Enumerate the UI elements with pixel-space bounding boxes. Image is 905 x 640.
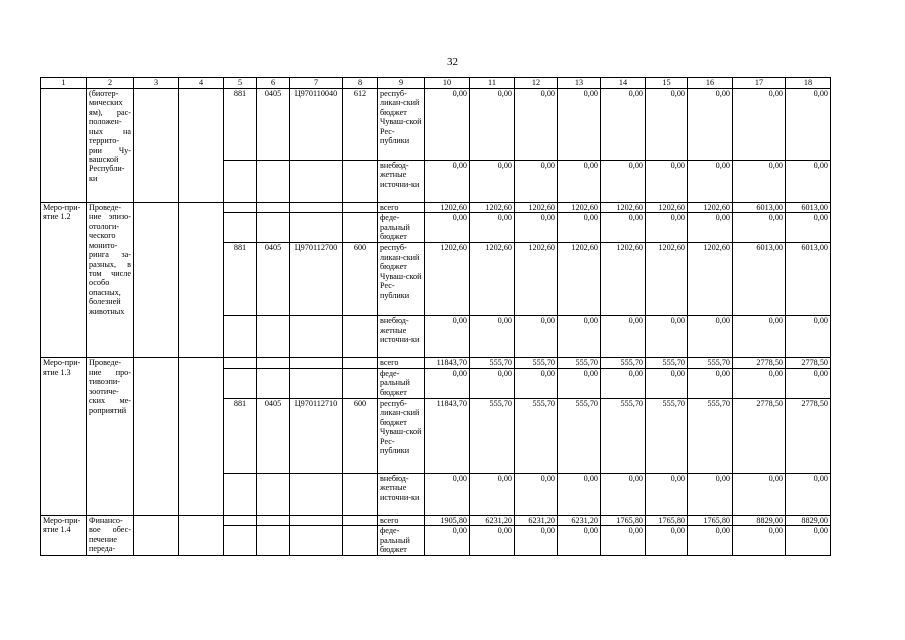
value-cell: 555,70: [688, 398, 733, 473]
value-cell: 0,00: [733, 526, 786, 556]
value-cell: 1202,60: [646, 203, 688, 213]
value-cell: 1202,60: [425, 243, 470, 316]
value-cell: 0,00: [425, 526, 470, 556]
event-number-cell: Меро-при-ятие 1.3: [41, 358, 87, 515]
value-cell: 1202,60: [646, 243, 688, 316]
vr-cell: [343, 161, 378, 203]
source-cell: всего: [378, 515, 425, 525]
event-name-cell: Проведе-ние про-тивоэпи-зоотиче-ских ме-роприятий: [87, 358, 134, 515]
value-cell: 0,00: [515, 89, 558, 161]
header-cell: 18: [786, 78, 831, 89]
rzpr-cell: [257, 515, 290, 525]
csr-cell: [290, 161, 343, 203]
blank-cell: [134, 203, 179, 358]
value-cell: 555,70: [515, 398, 558, 473]
grbs-cell: [224, 515, 257, 525]
grbs-cell: [224, 526, 257, 556]
vr-cell: 600: [343, 243, 378, 316]
grbs-cell: [224, 316, 257, 358]
event-number-cell: Меро-при-ятие 1.2: [41, 203, 87, 358]
vr-cell: [343, 358, 378, 368]
value-cell: 0,00: [558, 161, 601, 203]
rzpr-cell: [257, 473, 290, 515]
value-cell: 2778,50: [786, 398, 831, 473]
value-cell: 0,00: [786, 161, 831, 203]
value-cell: 0,00: [470, 161, 515, 203]
table-row: [41, 515, 831, 525]
value-cell: 0,00: [558, 473, 601, 515]
value-cell: 0,00: [688, 89, 733, 161]
vr-cell: [343, 515, 378, 525]
rzpr-cell: [257, 203, 290, 213]
value-cell: 555,70: [601, 358, 646, 368]
event-name-cell: (биотер-мических ям), рас-положен-ных на террито-рии Чу-вашской Республи-ки: [87, 89, 134, 203]
grbs-cell: 881: [224, 243, 257, 316]
event-number-cell: Меро-при-ятие 1.4: [41, 515, 87, 555]
value-cell: 0,00: [515, 161, 558, 203]
grbs-cell: [224, 213, 257, 243]
value-cell: 555,70: [515, 358, 558, 368]
vr-cell: [343, 368, 378, 398]
value-cell: 0,00: [733, 473, 786, 515]
blank-cell: [179, 89, 224, 203]
rzpr-cell: 0405: [257, 243, 290, 316]
value-cell: 0,00: [470, 368, 515, 398]
value-cell: 0,00: [515, 316, 558, 358]
value-cell: 0,00: [601, 213, 646, 243]
value-cell: 0,00: [733, 89, 786, 161]
grbs-cell: [224, 358, 257, 368]
vr-cell: 600: [343, 398, 378, 473]
rzpr-cell: 0405: [257, 89, 290, 161]
csr-cell: [290, 473, 343, 515]
value-cell: 6231,20: [470, 515, 515, 525]
value-cell: 0,00: [646, 89, 688, 161]
csr-cell: Ц970112700: [290, 243, 343, 316]
value-cell: 0,00: [688, 213, 733, 243]
source-cell: внебюд-жетные источни-ки: [378, 473, 425, 515]
rzpr-cell: [257, 368, 290, 398]
rzpr-cell: 0405: [257, 398, 290, 473]
source-cell: феде-ральный бюджет: [378, 526, 425, 556]
value-cell: 0,00: [601, 161, 646, 203]
grbs-cell: 881: [224, 398, 257, 473]
rzpr-cell: [257, 161, 290, 203]
value-cell: 0,00: [646, 473, 688, 515]
csr-cell: [290, 358, 343, 368]
value-cell: 0,00: [558, 368, 601, 398]
grbs-cell: [224, 368, 257, 398]
value-cell: 0,00: [470, 316, 515, 358]
header-cell: 17: [733, 78, 786, 89]
csr-cell: [290, 203, 343, 213]
value-cell: 1765,80: [688, 515, 733, 525]
value-cell: 0,00: [601, 316, 646, 358]
header-cell: 8: [343, 78, 378, 89]
value-cell: 0,00: [601, 89, 646, 161]
value-cell: 555,70: [470, 358, 515, 368]
value-cell: 1202,60: [558, 203, 601, 213]
value-cell: 0,00: [646, 368, 688, 398]
value-cell: 0,00: [515, 213, 558, 243]
value-cell: 555,70: [558, 398, 601, 473]
value-cell: 0,00: [733, 161, 786, 203]
source-cell: феде-ральный бюджет: [378, 213, 425, 243]
vr-cell: [343, 316, 378, 358]
vr-cell: [343, 473, 378, 515]
header-cell: 12: [515, 78, 558, 89]
value-cell: 0,00: [470, 473, 515, 515]
header-cell: 13: [558, 78, 601, 89]
header-cell: 6: [257, 78, 290, 89]
value-cell: 0,00: [688, 161, 733, 203]
value-cell: 0,00: [646, 316, 688, 358]
rzpr-cell: [257, 526, 290, 556]
value-cell: 11843,70: [425, 358, 470, 368]
csr-cell: [290, 316, 343, 358]
source-cell: респуб-ликан-ский бюджет Чуваш-ской Рес-публики: [378, 398, 425, 473]
source-cell: феде-ральный бюджет: [378, 368, 425, 398]
header-cell: 11: [470, 78, 515, 89]
value-cell: 0,00: [601, 473, 646, 515]
value-cell: 1202,60: [515, 203, 558, 213]
event-number-cell: [41, 89, 87, 203]
value-cell: 0,00: [601, 368, 646, 398]
value-cell: 0,00: [425, 161, 470, 203]
value-cell: 1202,60: [688, 243, 733, 316]
value-cell: 2778,50: [733, 358, 786, 368]
vr-cell: [343, 213, 378, 243]
value-cell: 1202,60: [688, 203, 733, 213]
value-cell: 0,00: [646, 213, 688, 243]
csr-cell: [290, 515, 343, 525]
value-cell: 0,00: [425, 213, 470, 243]
source-cell: респуб-ликан-ский бюджет Чуваш-ской Рес-публики: [378, 243, 425, 316]
value-cell: 0,00: [425, 473, 470, 515]
csr-cell: Ц970112710: [290, 398, 343, 473]
table-row: [41, 89, 831, 161]
header-cell: 7: [290, 78, 343, 89]
grbs-cell: [224, 203, 257, 213]
value-cell: 0,00: [425, 89, 470, 161]
source-cell: респуб-ликан-ский бюджет Чуваш-ской Рес-публики: [378, 89, 425, 161]
value-cell: 0,00: [558, 316, 601, 358]
value-cell: 1202,60: [558, 243, 601, 316]
value-cell: 0,00: [515, 526, 558, 556]
header-cell: 9: [378, 78, 425, 89]
grbs-cell: [224, 161, 257, 203]
rzpr-cell: [257, 316, 290, 358]
value-cell: 555,70: [558, 358, 601, 368]
vr-cell: [343, 526, 378, 556]
header-cell: 2: [87, 78, 134, 89]
value-cell: 0,00: [425, 316, 470, 358]
blank-cell: [134, 358, 179, 515]
value-cell: 6013,00: [786, 243, 831, 316]
value-cell: 0,00: [515, 368, 558, 398]
value-cell: 1765,80: [646, 515, 688, 525]
event-name-cell: Финансо-вое обес-печение переда-: [87, 515, 134, 555]
value-cell: 0,00: [470, 213, 515, 243]
blank-cell: [179, 515, 224, 555]
value-cell: 555,70: [646, 398, 688, 473]
value-cell: 8829,00: [733, 515, 786, 525]
value-cell: 6231,20: [558, 515, 601, 525]
csr-cell: [290, 526, 343, 556]
value-cell: 6013,00: [733, 203, 786, 213]
value-cell: 1202,60: [470, 203, 515, 213]
csr-cell: [290, 213, 343, 243]
value-cell: 1202,60: [601, 203, 646, 213]
blank-cell: [134, 515, 179, 555]
value-cell: 2778,50: [733, 398, 786, 473]
vr-cell: [343, 203, 378, 213]
value-cell: 1202,60: [425, 203, 470, 213]
header-cell: 15: [646, 78, 688, 89]
csr-cell: Ц970110040: [290, 89, 343, 161]
value-cell: 0,00: [786, 526, 831, 556]
value-cell: 555,70: [646, 358, 688, 368]
value-cell: 0,00: [786, 473, 831, 515]
value-cell: 0,00: [470, 89, 515, 161]
value-cell: 1905,80: [425, 515, 470, 525]
event-name-cell: Проведе-ние эпизо-отологи-ческого монито-ринга за-разных, в том числе особо опасных, болезней животных: [87, 203, 134, 358]
value-cell: 1202,60: [601, 243, 646, 316]
rzpr-cell: [257, 213, 290, 243]
table-row: [41, 358, 831, 368]
source-cell: внебюд-жетные источни-ки: [378, 161, 425, 203]
value-cell: 0,00: [601, 526, 646, 556]
value-cell: 0,00: [425, 368, 470, 398]
source-cell: всего: [378, 358, 425, 368]
page-number: 32: [447, 56, 458, 68]
value-cell: 0,00: [558, 89, 601, 161]
source-cell: внебюд-жетные источни-ки: [378, 316, 425, 358]
value-cell: 555,70: [688, 358, 733, 368]
header-cell: 4: [179, 78, 224, 89]
budget-table: [40, 77, 831, 556]
value-cell: 0,00: [733, 368, 786, 398]
table-row: [41, 203, 831, 213]
header-cell: 16: [688, 78, 733, 89]
value-cell: 2778,50: [786, 358, 831, 368]
csr-cell: [290, 368, 343, 398]
grbs-cell: [224, 473, 257, 515]
blank-cell: [179, 358, 224, 515]
value-cell: 0,00: [515, 473, 558, 515]
value-cell: 0,00: [688, 316, 733, 358]
value-cell: 0,00: [688, 526, 733, 556]
vr-cell: 612: [343, 89, 378, 161]
source-cell: всего: [378, 203, 425, 213]
blank-cell: [179, 203, 224, 358]
value-cell: 0,00: [786, 213, 831, 243]
value-cell: 1202,60: [470, 243, 515, 316]
value-cell: 6013,00: [786, 203, 831, 213]
value-cell: 0,00: [558, 526, 601, 556]
value-cell: 0,00: [733, 213, 786, 243]
value-cell: 0,00: [646, 161, 688, 203]
value-cell: 0,00: [470, 526, 515, 556]
header-cell: 1: [41, 78, 87, 89]
header-cell: 5: [224, 78, 257, 89]
header-cell: 10: [425, 78, 470, 89]
value-cell: 0,00: [786, 316, 831, 358]
value-cell: 555,70: [470, 398, 515, 473]
value-cell: 0,00: [558, 213, 601, 243]
value-cell: 0,00: [786, 368, 831, 398]
column-number-row: [41, 78, 831, 89]
value-cell: 6231,20: [515, 515, 558, 525]
rzpr-cell: [257, 358, 290, 368]
value-cell: 11843,70: [425, 398, 470, 473]
value-cell: 6013,00: [733, 243, 786, 316]
value-cell: 0,00: [646, 526, 688, 556]
value-cell: 1202,60: [515, 243, 558, 316]
grbs-cell: 881: [224, 89, 257, 161]
value-cell: 1765,80: [601, 515, 646, 525]
value-cell: 555,70: [601, 398, 646, 473]
header-cell: 3: [134, 78, 179, 89]
value-cell: 0,00: [786, 89, 831, 161]
value-cell: 0,00: [688, 473, 733, 515]
value-cell: 8829,00: [786, 515, 831, 525]
value-cell: 0,00: [688, 368, 733, 398]
value-cell: 0,00: [733, 316, 786, 358]
blank-cell: [134, 89, 179, 203]
header-cell: 14: [601, 78, 646, 89]
